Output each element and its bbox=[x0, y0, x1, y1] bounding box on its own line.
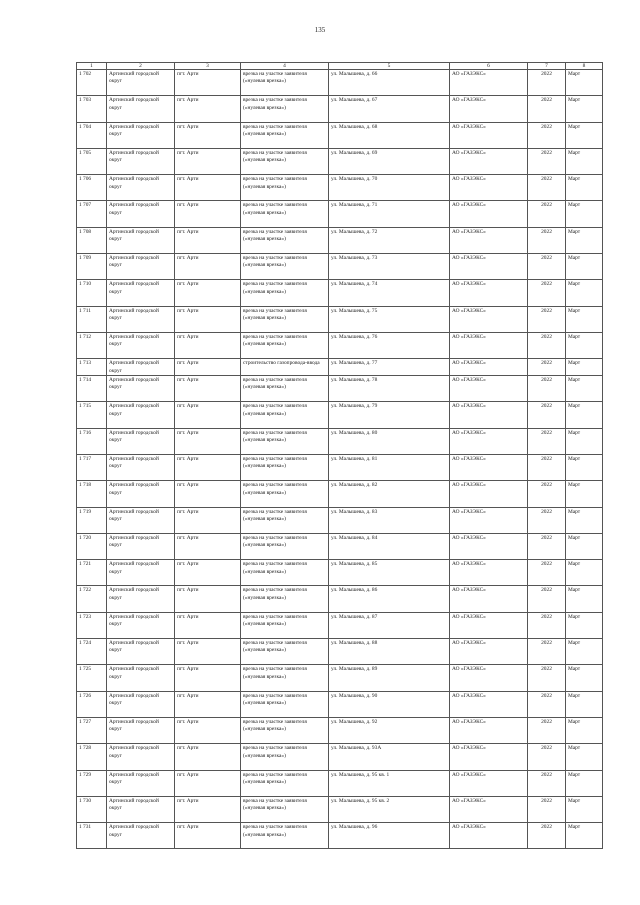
column-header: 1 bbox=[77, 63, 107, 70]
schedule-table bbox=[76, 62, 603, 849]
month-cell: Март bbox=[566, 560, 603, 586]
district-cell: Артинский городской округ bbox=[107, 481, 175, 507]
district-cell: Артинский городской округ bbox=[107, 454, 175, 480]
address-cell: ул. Малышева, д. 78 bbox=[329, 376, 450, 402]
year-cell: 2022 bbox=[528, 359, 566, 376]
year-cell: 2022 bbox=[528, 481, 566, 507]
work-type-cell: врезка на участке заявителя («нулевая врезка») bbox=[241, 560, 329, 586]
settlement-cell: пгт. Арти bbox=[175, 96, 241, 122]
district-cell: Артинский городской округ bbox=[107, 96, 175, 122]
address-cell: ул. Малышева, д. 77 bbox=[329, 359, 450, 376]
row-number: 1 705 bbox=[77, 148, 107, 174]
row-number: 1 719 bbox=[77, 507, 107, 533]
table-row bbox=[77, 280, 603, 306]
column-number-row bbox=[77, 63, 603, 70]
settlement-cell: пгт. Арти bbox=[175, 402, 241, 428]
table-row bbox=[77, 201, 603, 227]
district-cell: Артинский городской округ bbox=[107, 639, 175, 665]
year-cell: 2022 bbox=[528, 639, 566, 665]
row-number: 1 729 bbox=[77, 770, 107, 796]
table-row bbox=[77, 507, 603, 533]
work-type-cell: врезка на участке заявителя («нулевая врезка») bbox=[241, 823, 329, 849]
address-cell: ул. Малышева, д. 80 bbox=[329, 428, 450, 454]
year-cell: 2022 bbox=[528, 454, 566, 480]
month-cell: Март bbox=[566, 122, 603, 148]
work-type-cell: врезка на участке заявителя («нулевая врезка») bbox=[241, 280, 329, 306]
table-row bbox=[77, 454, 603, 480]
month-cell: Март bbox=[566, 148, 603, 174]
settlement-cell: пгт. Арти bbox=[175, 175, 241, 201]
organization-cell: АО «ГАЗЭКС» bbox=[450, 402, 528, 428]
district-cell: Артинский городской округ bbox=[107, 402, 175, 428]
settlement-cell: пгт. Арти bbox=[175, 376, 241, 402]
settlement-cell: пгт. Арти bbox=[175, 280, 241, 306]
work-type-cell: строительство газопровода-ввода bbox=[241, 359, 329, 376]
column-header: 5 bbox=[329, 63, 450, 70]
row-number: 1 717 bbox=[77, 454, 107, 480]
year-cell: 2022 bbox=[528, 560, 566, 586]
organization-cell: АО «ГАЗЭКС» bbox=[450, 96, 528, 122]
district-cell: Артинский городской округ bbox=[107, 201, 175, 227]
district-cell: Артинский городской округ bbox=[107, 691, 175, 717]
month-cell: Март bbox=[566, 332, 603, 358]
organization-cell: АО «ГАЗЭКС» bbox=[450, 376, 528, 402]
settlement-cell: пгт. Арти bbox=[175, 428, 241, 454]
year-cell: 2022 bbox=[528, 533, 566, 559]
month-cell: Март bbox=[566, 507, 603, 533]
table-body bbox=[77, 63, 603, 849]
address-cell: ул. Малышева, д. 95 кв. 2 bbox=[329, 796, 450, 822]
month-cell: Март bbox=[566, 665, 603, 691]
organization-cell: АО «ГАЗЭКС» bbox=[450, 586, 528, 612]
organization-cell: АО «ГАЗЭКС» bbox=[450, 227, 528, 253]
district-cell: Артинский городской округ bbox=[107, 665, 175, 691]
organization-cell: АО «ГАЗЭКС» bbox=[450, 823, 528, 849]
address-cell: ул. Малышева, д. 76 bbox=[329, 332, 450, 358]
settlement-cell: пгт. Арти bbox=[175, 306, 241, 332]
district-cell: Артинский городской округ bbox=[107, 770, 175, 796]
organization-cell: АО «ГАЗЭКС» bbox=[450, 175, 528, 201]
address-cell: ул. Малышева, д. 82 bbox=[329, 481, 450, 507]
work-type-cell: врезка на участке заявителя («нулевая врезка») bbox=[241, 533, 329, 559]
settlement-cell: пгт. Арти bbox=[175, 481, 241, 507]
table-row bbox=[77, 428, 603, 454]
address-cell: ул. Малышева, д. 66 bbox=[329, 70, 450, 96]
year-cell: 2022 bbox=[528, 796, 566, 822]
table-row bbox=[77, 586, 603, 612]
year-cell: 2022 bbox=[528, 507, 566, 533]
month-cell: Март bbox=[566, 402, 603, 428]
table-row bbox=[77, 254, 603, 280]
table-row bbox=[77, 148, 603, 174]
row-number: 1 726 bbox=[77, 691, 107, 717]
month-cell: Март bbox=[566, 533, 603, 559]
district-cell: Артинский городской округ bbox=[107, 332, 175, 358]
table-row bbox=[77, 744, 603, 770]
address-cell: ул. Малышева, д. 84 bbox=[329, 533, 450, 559]
year-cell: 2022 bbox=[528, 612, 566, 638]
organization-cell: АО «ГАЗЭКС» bbox=[450, 717, 528, 743]
address-cell: ул. Малышева, д. 81 bbox=[329, 454, 450, 480]
organization-cell: АО «ГАЗЭКС» bbox=[450, 612, 528, 638]
address-cell: ул. Малышева, д. 85 bbox=[329, 560, 450, 586]
row-number: 1 708 bbox=[77, 227, 107, 253]
settlement-cell: пгт. Арти bbox=[175, 201, 241, 227]
row-number: 1 724 bbox=[77, 639, 107, 665]
address-cell: ул. Малышева, д. 90 bbox=[329, 691, 450, 717]
table-row bbox=[77, 717, 603, 743]
column-header: 7 bbox=[528, 63, 566, 70]
row-number: 1 725 bbox=[77, 665, 107, 691]
year-cell: 2022 bbox=[528, 201, 566, 227]
month-cell: Март bbox=[566, 691, 603, 717]
work-type-cell: врезка на участке заявителя («нулевая врезка») bbox=[241, 70, 329, 96]
organization-cell: АО «ГАЗЭКС» bbox=[450, 359, 528, 376]
month-cell: Март bbox=[566, 376, 603, 402]
settlement-cell: пгт. Арти bbox=[175, 507, 241, 533]
organization-cell: АО «ГАЗЭКС» bbox=[450, 332, 528, 358]
organization-cell: АО «ГАЗЭКС» bbox=[450, 744, 528, 770]
month-cell: Март bbox=[566, 227, 603, 253]
table-row bbox=[77, 306, 603, 332]
table-row bbox=[77, 376, 603, 402]
year-cell: 2022 bbox=[528, 332, 566, 358]
row-number: 1 711 bbox=[77, 306, 107, 332]
settlement-cell: пгт. Арти bbox=[175, 332, 241, 358]
address-cell: ул. Малышева, д. 73 bbox=[329, 254, 450, 280]
organization-cell: АО «ГАЗЭКС» bbox=[450, 770, 528, 796]
month-cell: Март bbox=[566, 280, 603, 306]
settlement-cell: пгт. Арти bbox=[175, 717, 241, 743]
year-cell: 2022 bbox=[528, 254, 566, 280]
year-cell: 2022 bbox=[528, 770, 566, 796]
year-cell: 2022 bbox=[528, 122, 566, 148]
row-number: 1 709 bbox=[77, 254, 107, 280]
settlement-cell: пгт. Арти bbox=[175, 796, 241, 822]
month-cell: Март bbox=[566, 796, 603, 822]
address-cell: ул. Малышева, д. 68 bbox=[329, 122, 450, 148]
settlement-cell: пгт. Арти bbox=[175, 454, 241, 480]
row-number: 1 710 bbox=[77, 280, 107, 306]
table-row bbox=[77, 639, 603, 665]
district-cell: Артинский городской округ bbox=[107, 507, 175, 533]
address-cell: ул. Малышева, д. 69 bbox=[329, 148, 450, 174]
row-number: 1 712 bbox=[77, 332, 107, 358]
row-number: 1 704 bbox=[77, 122, 107, 148]
settlement-cell: пгт. Арти bbox=[175, 148, 241, 174]
year-cell: 2022 bbox=[528, 691, 566, 717]
year-cell: 2022 bbox=[528, 428, 566, 454]
settlement-cell: пгт. Арти bbox=[175, 122, 241, 148]
organization-cell: АО «ГАЗЭКС» bbox=[450, 122, 528, 148]
row-number: 1 706 bbox=[77, 175, 107, 201]
address-cell: ул. Малышева, д. 71 bbox=[329, 201, 450, 227]
row-number: 1 720 bbox=[77, 533, 107, 559]
district-cell: Артинский городской округ bbox=[107, 227, 175, 253]
table-row bbox=[77, 332, 603, 358]
district-cell: Артинский городской округ bbox=[107, 560, 175, 586]
settlement-cell: пгт. Арти bbox=[175, 359, 241, 376]
address-cell: ул. Малышева, д. 79 bbox=[329, 402, 450, 428]
row-number: 1 728 bbox=[77, 744, 107, 770]
address-cell: ул. Малышева, д. 74 bbox=[329, 280, 450, 306]
row-number: 1 703 bbox=[77, 96, 107, 122]
table-row bbox=[77, 175, 603, 201]
table-row bbox=[77, 665, 603, 691]
organization-cell: АО «ГАЗЭКС» bbox=[450, 665, 528, 691]
year-cell: 2022 bbox=[528, 148, 566, 174]
settlement-cell: пгт. Арти bbox=[175, 254, 241, 280]
row-number: 1 715 bbox=[77, 402, 107, 428]
month-cell: Март bbox=[566, 481, 603, 507]
district-cell: Артинский городской округ bbox=[107, 428, 175, 454]
month-cell: Март bbox=[566, 612, 603, 638]
district-cell: Артинский городской округ bbox=[107, 306, 175, 332]
row-number: 1 723 bbox=[77, 612, 107, 638]
work-type-cell: врезка на участке заявителя («нулевая врезка») bbox=[241, 96, 329, 122]
month-cell: Март bbox=[566, 359, 603, 376]
row-number: 1 731 bbox=[77, 823, 107, 849]
address-cell: ул. Малышева, д. 92 bbox=[329, 717, 450, 743]
district-cell: Артинский городской округ bbox=[107, 586, 175, 612]
year-cell: 2022 bbox=[528, 744, 566, 770]
work-type-cell: врезка на участке заявителя («нулевая врезка») bbox=[241, 744, 329, 770]
month-cell: Март bbox=[566, 175, 603, 201]
organization-cell: АО «ГАЗЭКС» bbox=[450, 796, 528, 822]
table-row bbox=[77, 122, 603, 148]
district-cell: Артинский городской округ bbox=[107, 533, 175, 559]
settlement-cell: пгт. Арти bbox=[175, 770, 241, 796]
row-number: 1 722 bbox=[77, 586, 107, 612]
work-type-cell: врезка на участке заявителя («нулевая врезка») bbox=[241, 201, 329, 227]
work-type-cell: врезка на участке заявителя («нулевая врезка») bbox=[241, 306, 329, 332]
work-type-cell: врезка на участке заявителя («нулевая врезка») bbox=[241, 454, 329, 480]
district-cell: Артинский городской округ bbox=[107, 744, 175, 770]
address-cell: ул. Малышева, д. 75 bbox=[329, 306, 450, 332]
address-cell: ул. Малышева, д. 86 bbox=[329, 586, 450, 612]
work-type-cell: врезка на участке заявителя («нулевая врезка») bbox=[241, 481, 329, 507]
address-cell: ул. Малышева, д. 87 bbox=[329, 612, 450, 638]
work-type-cell: врезка на участке заявителя («нулевая врезка») bbox=[241, 227, 329, 253]
row-number: 1 707 bbox=[77, 201, 107, 227]
row-number: 1 702 bbox=[77, 70, 107, 96]
year-cell: 2022 bbox=[528, 823, 566, 849]
row-number: 1 721 bbox=[77, 560, 107, 586]
work-type-cell: врезка на участке заявителя («нулевая врезка») bbox=[241, 612, 329, 638]
organization-cell: АО «ГАЗЭКС» bbox=[450, 201, 528, 227]
organization-cell: АО «ГАЗЭКС» bbox=[450, 481, 528, 507]
row-number: 1 730 bbox=[77, 796, 107, 822]
district-cell: Артинский городской округ bbox=[107, 612, 175, 638]
year-cell: 2022 bbox=[528, 376, 566, 402]
table-row bbox=[77, 691, 603, 717]
work-type-cell: врезка на участке заявителя («нулевая врезка») bbox=[241, 796, 329, 822]
month-cell: Март bbox=[566, 770, 603, 796]
month-cell: Март bbox=[566, 201, 603, 227]
settlement-cell: пгт. Арти bbox=[175, 639, 241, 665]
settlement-cell: пгт. Арти bbox=[175, 665, 241, 691]
column-header: 4 bbox=[241, 63, 329, 70]
table-row bbox=[77, 796, 603, 822]
district-cell: Артинский городской округ bbox=[107, 823, 175, 849]
table-row bbox=[77, 533, 603, 559]
organization-cell: АО «ГАЗЭКС» bbox=[450, 454, 528, 480]
work-type-cell: врезка на участке заявителя («нулевая врезка») bbox=[241, 770, 329, 796]
column-header: 3 bbox=[175, 63, 241, 70]
work-type-cell: врезка на участке заявителя («нулевая врезка») bbox=[241, 402, 329, 428]
month-cell: Март bbox=[566, 454, 603, 480]
settlement-cell: пгт. Арти bbox=[175, 612, 241, 638]
work-type-cell: врезка на участке заявителя («нулевая врезка») bbox=[241, 639, 329, 665]
table-row bbox=[77, 481, 603, 507]
work-type-cell: врезка на участке заявителя («нулевая врезка») bbox=[241, 717, 329, 743]
settlement-cell: пгт. Арти bbox=[175, 691, 241, 717]
district-cell: Артинский городской округ bbox=[107, 122, 175, 148]
settlement-cell: пгт. Арти bbox=[175, 823, 241, 849]
row-number: 1 716 bbox=[77, 428, 107, 454]
organization-cell: АО «ГАЗЭКС» bbox=[450, 70, 528, 96]
year-cell: 2022 bbox=[528, 665, 566, 691]
organization-cell: АО «ГАЗЭКС» bbox=[450, 533, 528, 559]
organization-cell: АО «ГАЗЭКС» bbox=[450, 560, 528, 586]
district-cell: Артинский городской округ bbox=[107, 175, 175, 201]
address-cell: ул. Малышева, д. 72 bbox=[329, 227, 450, 253]
settlement-cell: пгт. Арти bbox=[175, 744, 241, 770]
year-cell: 2022 bbox=[528, 306, 566, 332]
settlement-cell: пгт. Арти bbox=[175, 560, 241, 586]
address-cell: ул. Малышева, д. 67 bbox=[329, 96, 450, 122]
table-row bbox=[77, 770, 603, 796]
page-number: 135 bbox=[314, 26, 326, 34]
table-row bbox=[77, 70, 603, 96]
organization-cell: АО «ГАЗЭКС» bbox=[450, 507, 528, 533]
work-type-cell: врезка на участке заявителя («нулевая врезка») bbox=[241, 175, 329, 201]
organization-cell: АО «ГАЗЭКС» bbox=[450, 148, 528, 174]
settlement-cell: пгт. Арти bbox=[175, 586, 241, 612]
settlement-cell: пгт. Арти bbox=[175, 227, 241, 253]
work-type-cell: врезка на участке заявителя («нулевая врезка») bbox=[241, 586, 329, 612]
year-cell: 2022 bbox=[528, 280, 566, 306]
table-row bbox=[77, 359, 603, 376]
month-cell: Март bbox=[566, 306, 603, 332]
year-cell: 2022 bbox=[528, 70, 566, 96]
month-cell: Март bbox=[566, 70, 603, 96]
month-cell: Март bbox=[566, 586, 603, 612]
work-type-cell: врезка на участке заявителя («нулевая врезка») bbox=[241, 428, 329, 454]
month-cell: Март bbox=[566, 96, 603, 122]
work-type-cell: врезка на участке заявителя («нулевая врезка») bbox=[241, 122, 329, 148]
address-cell: ул. Малышева, д. 93А bbox=[329, 744, 450, 770]
organization-cell: АО «ГАЗЭКС» bbox=[450, 306, 528, 332]
month-cell: Март bbox=[566, 744, 603, 770]
district-cell: Артинский городской округ bbox=[107, 717, 175, 743]
row-number: 1 714 bbox=[77, 376, 107, 402]
address-cell: ул. Малышева, д. 96 bbox=[329, 823, 450, 849]
address-cell: ул. Малышева, д. 70 bbox=[329, 175, 450, 201]
column-header: 6 bbox=[450, 63, 528, 70]
work-type-cell: врезка на участке заявителя («нулевая врезка») bbox=[241, 332, 329, 358]
organization-cell: АО «ГАЗЭКС» bbox=[450, 639, 528, 665]
year-cell: 2022 bbox=[528, 96, 566, 122]
row-number: 1 727 bbox=[77, 717, 107, 743]
table-row bbox=[77, 612, 603, 638]
district-cell: Артинский городской округ bbox=[107, 280, 175, 306]
work-type-cell: врезка на участке заявителя («нулевая врезка») bbox=[241, 691, 329, 717]
organization-cell: АО «ГАЗЭКС» bbox=[450, 691, 528, 717]
address-cell: ул. Малышева, д. 88 bbox=[329, 639, 450, 665]
settlement-cell: пгт. Арти bbox=[175, 533, 241, 559]
organization-cell: АО «ГАЗЭКС» bbox=[450, 254, 528, 280]
district-cell: Артинский городской округ bbox=[107, 359, 175, 376]
table-row bbox=[77, 402, 603, 428]
row-number: 1 718 bbox=[77, 481, 107, 507]
work-type-cell: врезка на участке заявителя («нулевая врезка») bbox=[241, 507, 329, 533]
table-row bbox=[77, 227, 603, 253]
month-cell: Март bbox=[566, 717, 603, 743]
column-header: 2 bbox=[107, 63, 175, 70]
work-type-cell: врезка на участке заявителя («нулевая врезка») bbox=[241, 254, 329, 280]
year-cell: 2022 bbox=[528, 227, 566, 253]
row-number: 1 713 bbox=[77, 359, 107, 376]
organization-cell: АО «ГАЗЭКС» bbox=[450, 280, 528, 306]
district-cell: Артинский городской округ bbox=[107, 254, 175, 280]
year-cell: 2022 bbox=[528, 402, 566, 428]
year-cell: 2022 bbox=[528, 586, 566, 612]
month-cell: Март bbox=[566, 639, 603, 665]
district-cell: Артинский городской округ bbox=[107, 70, 175, 96]
address-cell: ул. Малышева, д. 89 bbox=[329, 665, 450, 691]
settlement-cell: пгт. Арти bbox=[175, 70, 241, 96]
work-type-cell: врезка на участке заявителя («нулевая врезка») bbox=[241, 665, 329, 691]
month-cell: Март bbox=[566, 428, 603, 454]
district-cell: Артинский городской округ bbox=[107, 376, 175, 402]
address-cell: ул. Малышева, д. 83 bbox=[329, 507, 450, 533]
address-cell: ул. Малышева, д. 95 кв. 1 bbox=[329, 770, 450, 796]
column-header: 8 bbox=[566, 63, 603, 70]
district-cell: Артинский городской округ bbox=[107, 148, 175, 174]
organization-cell: АО «ГАЗЭКС» bbox=[450, 428, 528, 454]
work-type-cell: врезка на участке заявителя («нулевая врезка») bbox=[241, 376, 329, 402]
table-row bbox=[77, 823, 603, 849]
work-type-cell: врезка на участке заявителя («нулевая врезка») bbox=[241, 148, 329, 174]
table-row bbox=[77, 96, 603, 122]
district-cell: Артинский городской округ bbox=[107, 796, 175, 822]
month-cell: Март bbox=[566, 254, 603, 280]
year-cell: 2022 bbox=[528, 175, 566, 201]
month-cell: Март bbox=[566, 823, 603, 849]
year-cell: 2022 bbox=[528, 717, 566, 743]
table-row bbox=[77, 560, 603, 586]
